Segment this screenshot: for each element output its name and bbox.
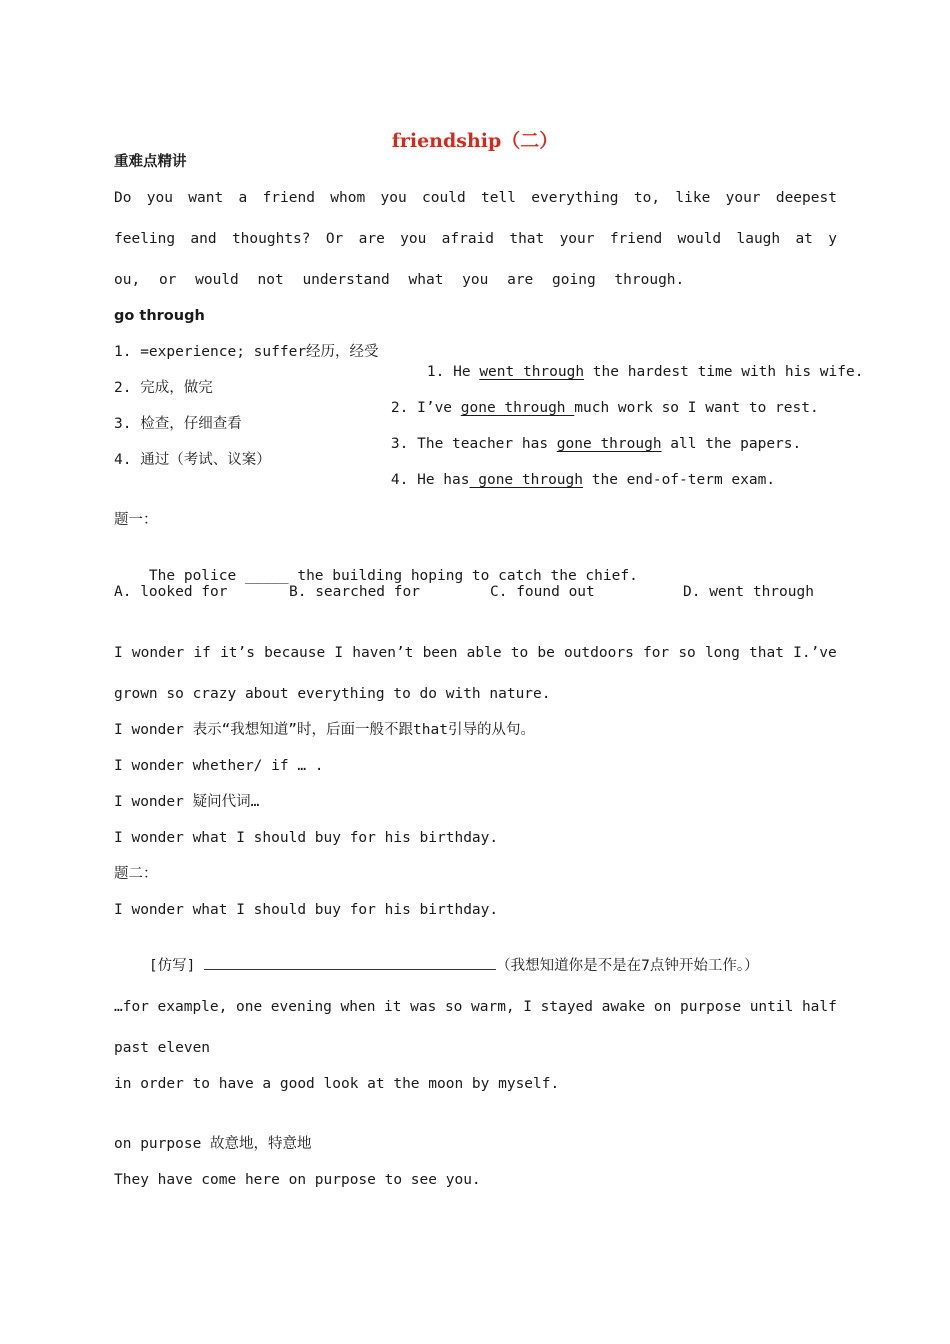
- q1-question-post: the building hoping to catch the chief.: [288, 568, 638, 584]
- passage3-line1-word: when: [340, 999, 376, 1015]
- example-1-post: the hardest time with his wife.: [584, 364, 864, 380]
- passage1-line2-word: are: [358, 231, 385, 247]
- passage2-line1-word: been: [422, 645, 458, 661]
- passage3-line1-word: warm,: [471, 999, 515, 1015]
- wonder-note-3: I wonder 疑问代词…: [114, 794, 260, 810]
- passage1-line3-word: going: [552, 272, 596, 288]
- q2-example: I wonder what I should buy for his birthday.: [114, 902, 499, 918]
- passage2-line1-word: able: [466, 645, 502, 661]
- passage3-line3: in order to have a good look at the moon by myself.: [114, 1076, 560, 1092]
- wonder-note-2: I wonder whether/ if … .: [114, 758, 324, 774]
- passage3-line1-word: one: [235, 999, 263, 1015]
- example-4-pre: 4. He has: [390, 472, 470, 488]
- q1-option-a: A. looked for: [114, 584, 228, 600]
- on-purpose-heading: on purpose 故意地，特意地: [114, 1136, 312, 1152]
- passage1-line1: [114, 188, 837, 208]
- passage1-line3-word: through.: [614, 272, 685, 288]
- q1-option-d: D. went through: [683, 584, 814, 600]
- example-3-underlined: gone through: [556, 436, 662, 452]
- example-4: [356, 450, 775, 510]
- passage2-line1-word: for: [642, 645, 670, 661]
- passage2-line1-word: outdoors: [563, 645, 634, 661]
- passage2-line1-word: it’s: [220, 645, 255, 661]
- passage1-line3-word: ou,: [114, 272, 141, 288]
- q2-label: 题二：: [114, 866, 158, 882]
- passage1-line2: [114, 229, 837, 249]
- passage1-line1-word: deepest: [775, 190, 837, 206]
- example-2-pre: 2. I’ve: [390, 400, 461, 416]
- passage1-line1-word: could: [422, 190, 466, 206]
- q1-option-c: C. found out: [490, 584, 595, 600]
- example-3-post: all the papers.: [661, 436, 802, 452]
- passage1-line2-word: would: [677, 231, 722, 247]
- q2-imitate: [114, 935, 759, 996]
- q1-blank: _____: [244, 568, 289, 584]
- passage1-line1-word: a: [238, 190, 248, 206]
- passage3-line1-word: on: [653, 999, 672, 1015]
- example-1-pre: 1. He: [426, 364, 480, 380]
- passage1-line3-word: understand: [302, 272, 390, 288]
- passage1-line2-word: y: [828, 231, 837, 247]
- passage2-line1-word: to: [510, 645, 529, 661]
- passage2-line1: [114, 643, 837, 663]
- passage3-line1: [114, 997, 837, 1017]
- passage1-line3-word: would not: [195, 272, 284, 288]
- passage1-line1-word: tell: [481, 190, 516, 206]
- meaning-2: 2. 完成，做完: [114, 380, 213, 396]
- wonder-note-4: I wonder what I should buy for his birthday.: [114, 830, 499, 846]
- passage3-line1-word: it: [384, 999, 402, 1015]
- passage1-line2-word: that: [509, 231, 545, 247]
- meaning-4: 4. 通过（考试、议案）: [114, 452, 271, 468]
- passage1-line3-word: you: [462, 272, 489, 288]
- passage1-line1-word: want: [188, 190, 224, 206]
- passage1-line1-word: you: [146, 190, 173, 206]
- wonder-note-1: I wonder 表示“我想知道”时，后面一般不跟that引导的从句。: [114, 722, 535, 738]
- passage2-line1-word: be: [537, 645, 555, 661]
- example-2-post: much work so I want to rest.: [574, 400, 819, 416]
- passage1-line2-word: you: [400, 231, 427, 247]
- passage3-line1-word: until: [749, 999, 794, 1015]
- on-purpose-example: They have come here on purpose to see you.: [114, 1172, 481, 1188]
- passage2-line1-word: if: [193, 645, 211, 661]
- passage1-line1-word: everything: [531, 190, 619, 206]
- passage3-line1-word: was: [410, 999, 437, 1015]
- passage3-line2: past eleven: [114, 1040, 211, 1056]
- q2-answer-blank[interactable]: [204, 955, 496, 970]
- passage1-line1-word: Do: [114, 190, 132, 206]
- passage1-line2-word: feeling: [114, 231, 176, 247]
- q1-label: 题一：: [114, 512, 158, 528]
- passage1-line3: [114, 270, 684, 290]
- passage3-line1-word: so: [444, 999, 463, 1015]
- meaning-1: 1. =experience; suffer经历，经受: [114, 344, 379, 360]
- example-3-pre: 3. The teacher has: [390, 436, 557, 452]
- example-4-underlined: gone through: [469, 472, 583, 488]
- q2-imitate-label: [仿写]: [148, 958, 196, 974]
- passage3-line1-word: stayed: [540, 999, 594, 1015]
- example-2-underlined: gone through: [460, 400, 575, 416]
- passage2-line1-word: so: [678, 645, 696, 661]
- passage2-line1-word: haven’t: [352, 645, 414, 661]
- page-title: friendship（二）: [391, 130, 559, 152]
- passage2-line1-word: I.’ve: [793, 645, 837, 661]
- passage1-line3-word: are: [507, 272, 534, 288]
- passage2-line1-word: because: [264, 645, 326, 661]
- passage3-line1-word: …for: [114, 999, 149, 1015]
- passage2-line1-word: I: [334, 645, 344, 661]
- passage1-line1-word: like: [675, 190, 711, 206]
- passage1-line1-word: you: [380, 190, 407, 206]
- passage1-line1-word: to,: [633, 190, 661, 206]
- passage2-line1-word: that: [749, 645, 784, 661]
- passage3-line1-word: evening: [270, 999, 332, 1015]
- passage3-line1-word: I: [523, 999, 533, 1015]
- q1-question-pre: The police: [148, 568, 245, 584]
- passage3-line1-word: awake: [601, 999, 646, 1015]
- section-heading: 重难点精讲: [114, 154, 187, 170]
- example-1-underlined: went through: [479, 364, 585, 380]
- q2-hint: （我想知道你是不是在7点钟开始工作。）: [496, 958, 759, 974]
- passage1-line2-word: friend: [609, 231, 663, 247]
- go-through-heading: go through: [114, 308, 205, 324]
- meaning-3: 3. 检查，仔细查看: [114, 416, 242, 432]
- passage2-line1-word: I: [114, 645, 123, 661]
- passage1-line1-word: your: [725, 190, 761, 206]
- passage1-line2-word: and: [190, 231, 217, 247]
- passage1-line2-word: laugh: [736, 231, 781, 247]
- q1-option-b: B. searched for: [289, 584, 420, 600]
- passage1-line2-word: afraid: [441, 231, 495, 247]
- passage1-line1-word: friend: [262, 190, 315, 206]
- passage1-line2-word: Or: [325, 231, 344, 247]
- passage1-line2-word: at: [795, 231, 813, 247]
- passage1-line3-word: what: [408, 272, 444, 288]
- passage2-line1-word: long: [704, 645, 740, 661]
- example-4-post: the end-of-term exam.: [583, 472, 776, 488]
- passage3-line1-word: example,: [157, 999, 228, 1015]
- passage3-line1-word: half: [801, 999, 837, 1015]
- passage1-line2-word: your: [559, 231, 595, 247]
- passage2-line1-word: wonder: [131, 645, 185, 661]
- passage1-line3-word: or: [158, 272, 177, 288]
- passage1-line1-word: whom: [330, 190, 366, 206]
- passage2-line2: grown so crazy about everything to do with nature.: [114, 686, 551, 702]
- passage1-line2-word: thoughts?: [231, 231, 311, 247]
- passage3-line1-word: purpose: [679, 999, 742, 1015]
